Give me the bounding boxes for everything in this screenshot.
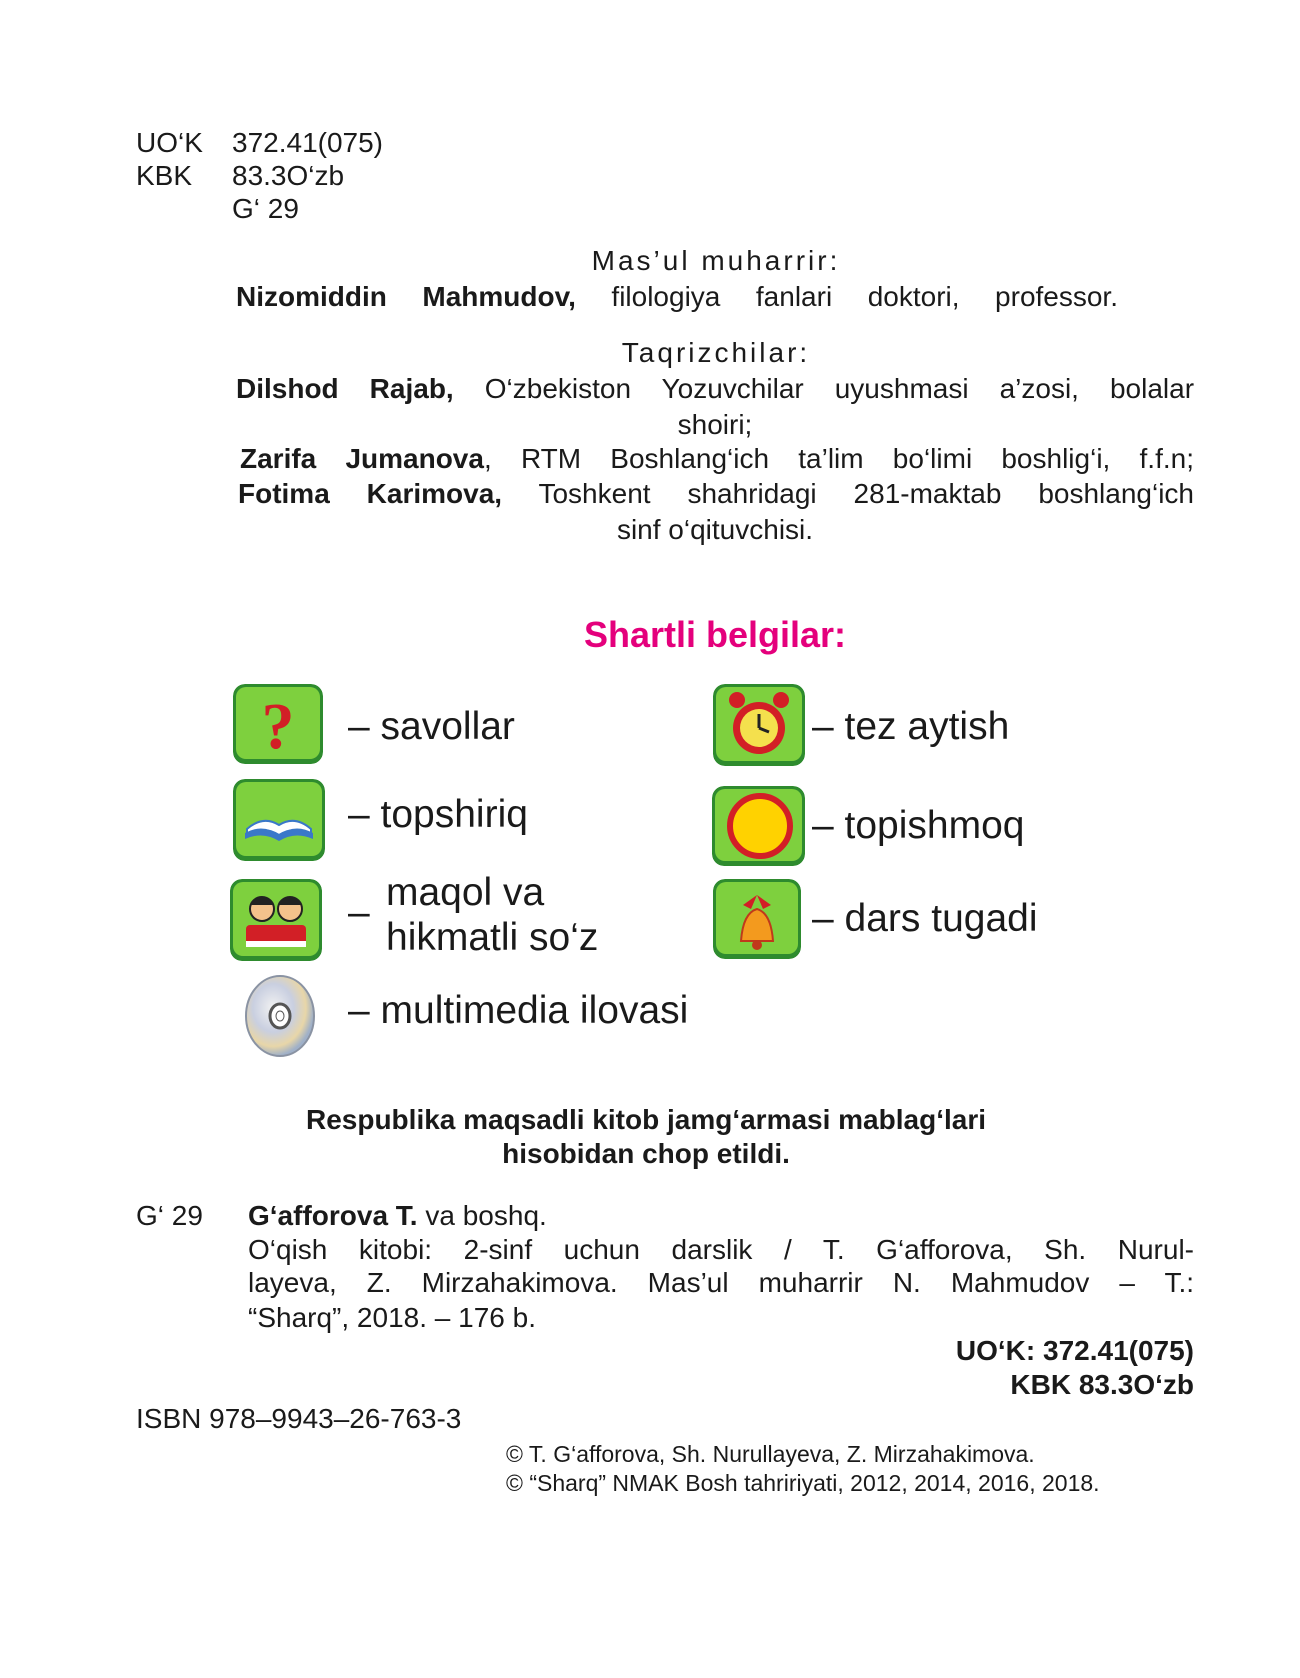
book-icon xyxy=(233,779,325,861)
bib-line-2: layeva, Z. Mirzahakimova. Mas’ul muharrir N. Mahmudov – T.: xyxy=(248,1267,1194,1298)
uok-value: 372.41(075) xyxy=(232,127,384,158)
bib-kbk: KBK 83.3O‘zb xyxy=(1010,1369,1194,1400)
copyright-line-2: © “Sharq” NMAK Bosh tahririyati, 2012, 2014, 2016, 2018. xyxy=(506,1470,1100,1496)
editor-line xyxy=(236,280,1118,314)
reviewer-1-line xyxy=(236,372,1194,406)
bib-uok: UO‘K: 372.41(075) xyxy=(955,1335,1194,1366)
reviewer-2-name: Zarifa Jumanova xyxy=(240,443,484,474)
bib-author-line xyxy=(248,1199,547,1233)
bib-line-1: O‘qish kitobi: 2-sinf uchun darslik / T. G‘afforova, Sh. Nurul- xyxy=(248,1234,1194,1265)
editor-heading: Mas’ul muharrir: xyxy=(591,245,841,276)
sun-icon xyxy=(712,786,805,866)
cd-icon xyxy=(244,974,316,1058)
bib-mark: G‘ 29 xyxy=(136,1200,203,1231)
reviewer-2-desc: , RTM Boshlang‘ich ta’lim bo‘limi boshlig‘i, f.f.n; xyxy=(483,443,1194,474)
reviewer-2-line xyxy=(240,442,1194,476)
isbn: ISBN 978–9943–26-763-3 xyxy=(136,1403,462,1434)
funding-line-2: hisobidan chop etildi. xyxy=(502,1138,790,1169)
funding-line-1: Respublika maqsadli kitob jamg‘armasi mablag‘lari xyxy=(305,1104,986,1135)
bib-line-3: “Sharq”, 2018. – 176 b. xyxy=(248,1302,536,1333)
reviewer-1-desc-cont: shoiri; xyxy=(677,409,753,440)
legend-title: Shartli belgilar: xyxy=(583,614,847,655)
svg-text:?: ? xyxy=(261,690,295,763)
kbk-label: KBK xyxy=(136,160,193,191)
copyright-line-1: © T. G‘afforova, Sh. Nurullayeva, Z. Mirzahakimova. xyxy=(506,1441,1035,1467)
legend-label-tez-aytish: – tez aytish xyxy=(812,705,1010,748)
author-mark: G‘ 29 xyxy=(232,193,299,224)
legend-label-multimedia: – multimedia ilovasi xyxy=(348,989,689,1032)
reviewer-3-line xyxy=(238,477,1194,511)
kbk-value: 83.3O‘zb xyxy=(232,160,345,191)
reviewers-heading: Taqrizchilar: xyxy=(621,337,811,368)
reviewer-3-desc-cont: sinf o‘qituvchisi. xyxy=(616,514,814,545)
legend-label-hikmatli: hikmatli so‘z xyxy=(386,916,599,959)
bell-icon xyxy=(713,879,801,959)
children-icon xyxy=(230,879,322,961)
legend-label-topishmoq: – topishmoq xyxy=(812,804,1025,847)
alarm-clock-icon xyxy=(713,684,805,766)
reviewer-1-desc: O‘zbekiston Yozuvchilar uyushmasi a’zosi, bolalar xyxy=(484,373,1195,404)
bib-author-suffix: va boshq. xyxy=(425,1200,547,1231)
reviewer-1-name: Dilshod Rajab, xyxy=(236,373,454,404)
legend-label-maqol: maqol va xyxy=(386,871,545,914)
bib-author: G‘afforova T. xyxy=(248,1200,418,1231)
uok-label: UO‘K xyxy=(136,127,203,158)
legend-dash-maqol: – xyxy=(348,891,370,934)
question-icon xyxy=(233,684,323,764)
legend-label-topshiriq: – topshiriq xyxy=(348,793,528,836)
reviewer-3-name: Fotima Karimova, xyxy=(238,478,503,509)
editor-name: Nizomiddin Mahmudov, xyxy=(236,281,576,312)
classification-block xyxy=(136,126,383,225)
editor-description: filologiya fanlari doktori, professor. xyxy=(611,281,1118,312)
reviewer-3-desc: Toshkent shahridagi 281-maktab boshlang‘ich xyxy=(538,478,1194,509)
legend-label-dars-tugadi: – dars tugadi xyxy=(812,897,1038,940)
legend-label-savollar: – savollar xyxy=(348,705,515,748)
